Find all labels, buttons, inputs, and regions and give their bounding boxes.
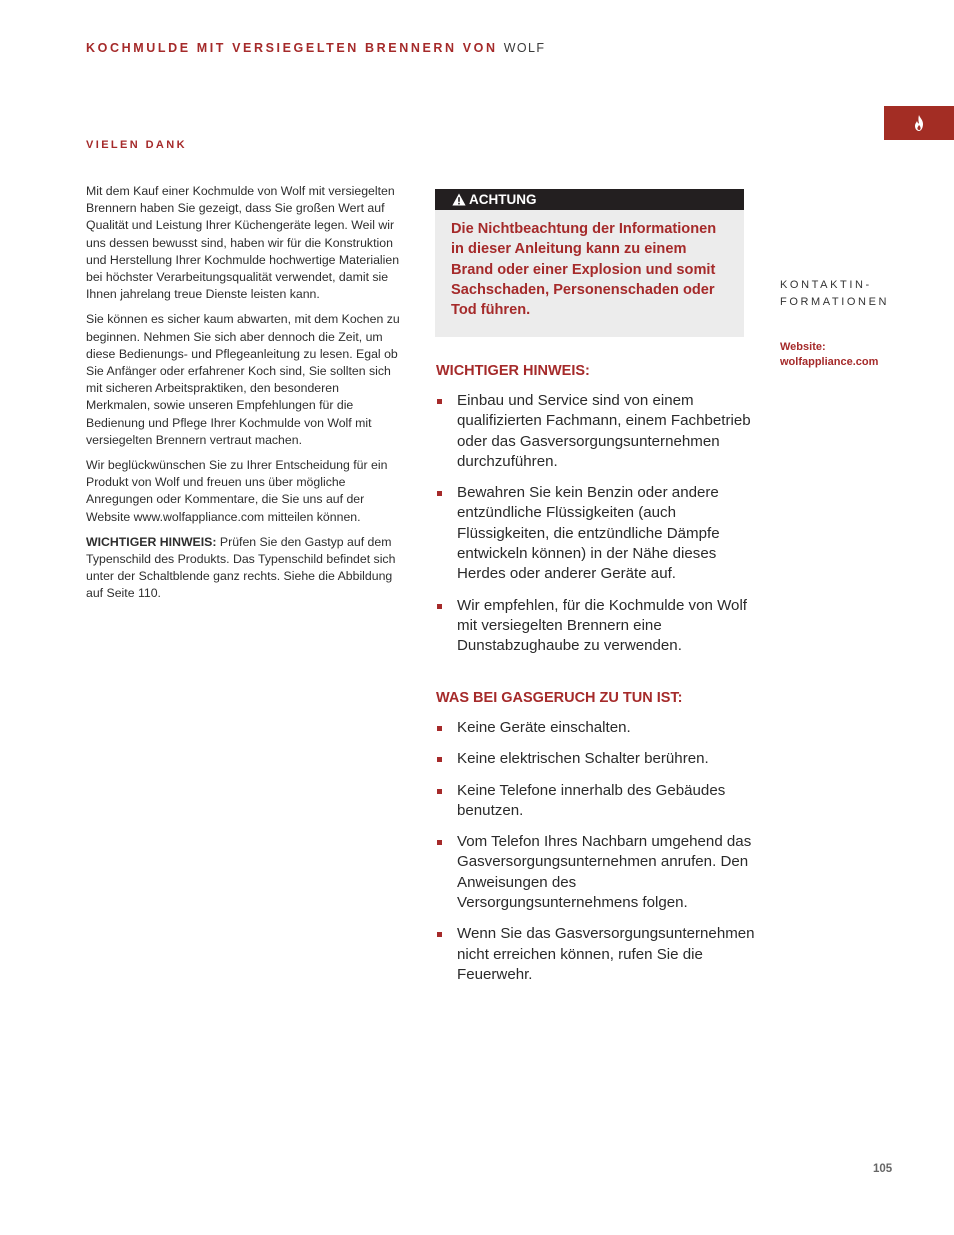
list-item-text: Keine elektrischen Schalter berühren. [457,750,709,768]
important-list [436,391,756,668]
list-item [436,483,756,584]
list-item [436,749,756,769]
list-item-text: Einbau und Service sind von einem qualifizierten Fachmann, einem Fachbetrieb oder das Gasversorgungsunternehmen durchzuführen. [457,392,751,470]
flame-icon [912,115,926,131]
list-item [436,718,756,738]
note-label: WICHTIGER HINWEIS: [86,534,217,549]
warning-triangle-icon [452,193,466,206]
intro-paragraph: Wir beglückwünschen Sie zu Ihrer Entscheidung für ein Produkt von Wolf und freuen uns über mögliche Anregungen oder Kommentare, die Sie uns auf der Website www.wolfappliance.com mitteilen können. [86,458,388,524]
bullet-icon [437,604,442,609]
website-label: Website: [780,341,826,353]
warning-text: Die Nichtbeachtung der Informationen in dieser Anleitung kann zu einem Brand oder einer Explosion und somit Sachschaden, Personenschaden oder Tod führen. [451,221,717,319]
bullet-icon [437,399,442,404]
important-heading: WICHTIGER HINWEIS: [436,363,590,379]
bullet-icon [437,491,442,496]
warning-header [435,189,744,210]
warning-box [435,189,744,337]
bullet-icon [437,789,442,794]
intro-paragraph: Mit dem Kauf einer Kochmulde von Wolf mit versiegelten Brennern haben Sie gezeigt, dass Sie großen Wert auf Qualität und Leistung Ihrer Küchengeräte legen. Weil wir uns dessen bewusst sind, haben wir für die Konstruktion und Herstellung Ihrer Kochmulde hochwertige Materialien bei höchster Verarbeitungsqualität verwendet, damit sie Ihnen jahrelang treue Dienste leisten kann. [86,184,400,302]
bullet-icon [437,932,442,937]
intro-paragraph: Sie können es sicher kaum abwarten, mit dem Kochen zu beginnen. Nehmen Sie sich aber dennoch die Zeit, um diese Bedienungs- und Pflegeanleitung zu lesen. Egal ob Sie Anfänger oder erfahrener Koch sind, Sie sollten sich mit sicheren Arbeitspraktiken, den besonderen Merkmalen, sowie unseren Empfehlungen für die Bedienung und Pflege Ihrer Kochmulde von Wolf mit versiegelten Brennern vertraut machen. [86,312,400,447]
header-title: KOCHMULDE MIT VERSIEGELTEN BRENNERN VON [86,41,498,55]
list-item-text: Keine Telefone innerhalb des Gebäudes benutzen. [457,781,726,819]
running-header [86,41,545,55]
page-number: 105 [873,1163,893,1175]
list-item [436,596,756,657]
bullet-icon [437,840,442,845]
note-text: Prüfen Sie den Gastyp auf dem Typenschild des Produkts. Das Typenschild befindet sich unter der Schaltblende ganz rechts. Siehe die Abbildung auf Seite 110. [86,534,396,601]
list-item-text: Keine Geräte einschalten. [457,719,631,736]
list-item [436,391,756,472]
list-item [436,781,756,822]
list-item-text: Wir empfehlen, für die Kochmulde von Wolf mit versiegelten Brennern eine Dunstabzughaube zu verwenden. [457,596,747,655]
intro-column [86,183,402,611]
note-paragraph [86,534,402,603]
contact-label-line: FORMATIONEN [780,296,890,308]
contact-label [780,277,889,311]
gas-smell-heading: WAS BEI GASGERUCH ZU TUN IST: [436,690,683,706]
list-item-text: Wenn Sie das Gasversorgungsunternehmen nicht erreichen können, rufen Sie die Feuerwehr. [457,925,755,983]
gas-smell-list [436,718,756,996]
section-title: VIELEN DANK [86,139,187,151]
contact-website [780,340,878,369]
list-item [436,924,756,985]
section-tab [884,106,954,140]
bullet-icon [437,757,442,762]
list-item-text: Bewahren Sie kein Benzin oder andere entzündliche Flüssigkeiten (auch Flüssigkeiten, die entzündliche Dämpfe entwickeln können) in der Nähe dieses Herdes oder anderer Geräte auf. [457,484,720,583]
list-item [436,832,756,913]
website-link[interactable]: wolfappliance.com [780,355,879,368]
bullet-icon [437,726,442,731]
header-brand: WOLF [503,41,546,55]
list-item-text: Vom Telefon Ihres Nachbarn umgehend das Gasversorgungsunternehmen anrufen. Den Anweisungen des Versorgungsunternehmens folgen. [457,833,752,912]
warning-label: ACHTUNG [469,192,537,207]
contact-label-line: KONTAKTIN- [780,279,872,291]
